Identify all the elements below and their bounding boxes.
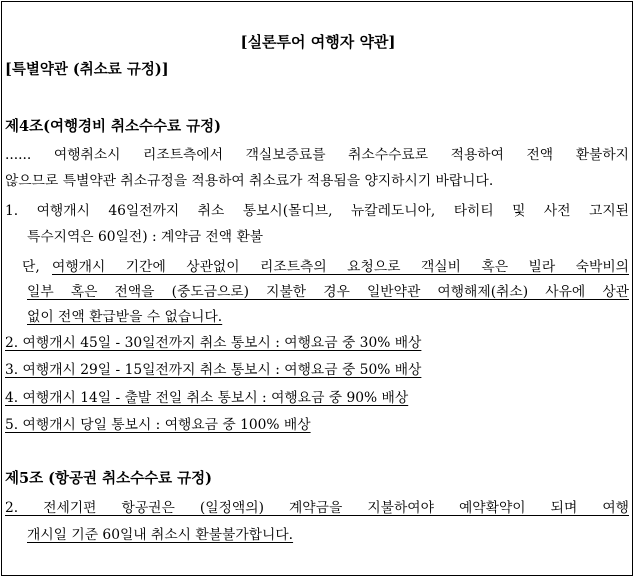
article-4-item-4: 4. 여행개시 14일 - 출발 전일 취소 통보시 : 여행요금 중 90% 배상 — [5, 390, 409, 406]
article-4-item-1-note-line-3: 없이 전액 환급받을 수 없습니다. — [27, 309, 223, 325]
article-4-item-3: 3. 여행개시 29일 - 15일전까지 취소 통보시 : 여행요금 중 50% 배상 — [5, 362, 422, 378]
document-subtitle: [특별약관 (취소료 규정)] — [5, 61, 169, 78]
article-5-heading: 제5조 (항공권 취소수수료 규정) — [5, 470, 213, 487]
article-4-item-5: 5. 여행개시 당일 통보시 : 여행요금 중 100% 배상 — [5, 417, 311, 433]
article-4-intro-line-2: 않으므로 특별약관 취소규정을 적용하여 취소료가 적용됨을 양지하시기 바랍니다. — [5, 173, 494, 189]
article-4-item-2: 2. 여행개시 45일 - 30일전까지 취소 통보시 : 여행요금 중 30% 배상 — [5, 335, 422, 351]
document-title: [실론투어 여행자 약관] — [240, 33, 396, 51]
article-4-item-1-line-2: 특수지역은 60일전) : 계약금 전액 환불 — [27, 229, 264, 245]
article-4-item-1-note-prefix: 단, — [22, 259, 40, 275]
article-5-item-2-line-2: 개시일 기준 60일내 취소시 환불불가합니다. — [27, 527, 294, 543]
article-4-item-1-line-1: 1. 여행개시 46일전까지 취소 통보시(몰디브, 뉴칼레도니아, 타히티 및 사전 고지된 — [5, 203, 629, 219]
article-4-intro-line-1: ...... 여행취소시 리조트측에서 객실보증료를 취소수수료로 적용하여 전액 환불하지 — [5, 147, 629, 163]
article-4-item-1-note-line-1: 여행개시 기간에 상관없이 리조트측의 요청으로 객실비 혹은 빌라 숙박비의 — [52, 259, 629, 275]
article-4-item-1-note-line-2: 일부 혹은 전액을 (중도금으로) 지불한 경우 일반약관 여행해제(취소) 사유에 상관 — [27, 284, 629, 300]
article-5-item-2-line-1: 2. 전세기편 항공권은 (일정액의) 계약금을 지불하여야 예약확약이 되며 여행 — [5, 500, 629, 516]
article-4-heading: 제4조(여행경비 취소수수료 규정) — [5, 118, 221, 135]
